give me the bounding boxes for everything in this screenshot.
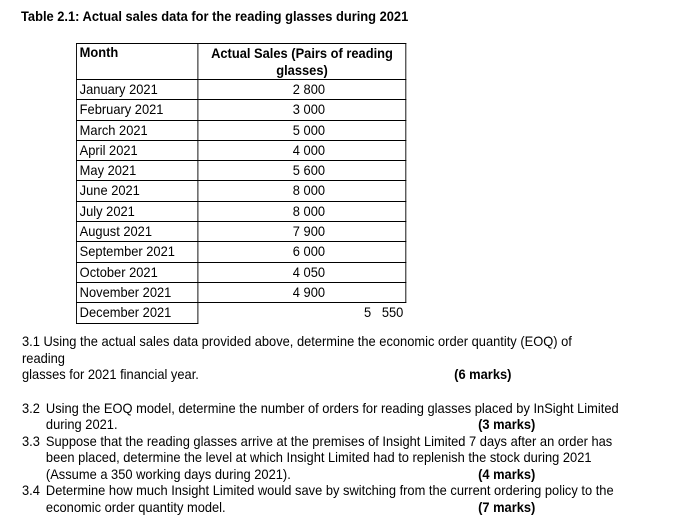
sales-cell: 7 900 bbox=[198, 222, 406, 242]
sales-cell: 3 000 bbox=[198, 100, 406, 120]
sales-cell: 5 550 bbox=[363, 304, 404, 321]
table-row bbox=[76, 80, 406, 100]
marks-label: (7 marks) bbox=[478, 498, 536, 515]
question-line: been placed, determine the level at which Insight Limited had to replenish the stock during 2021 bbox=[45, 449, 592, 465]
month-cell: June 2021 bbox=[76, 181, 197, 201]
month-cell: November 2021 bbox=[76, 282, 197, 302]
question-3-4 bbox=[22, 482, 635, 515]
month-cell: February 2021 bbox=[76, 100, 197, 120]
question-number: 3.3 bbox=[22, 432, 40, 449]
table-title: Table 2.1: Actual sales data for the reading glasses during 2021 bbox=[21, 8, 409, 24]
marks-label: (3 marks) bbox=[478, 416, 536, 432]
question-line: Suppose that the reading glasses arrive at the premises of Insight Limited 7 days after an order has bbox=[45, 432, 613, 449]
question-3-1 bbox=[22, 333, 611, 383]
month-cell: March 2021 bbox=[76, 120, 197, 140]
question-number: 3.2 bbox=[22, 399, 40, 416]
sales-cell: 8 000 bbox=[198, 181, 406, 201]
question-line: (Assume a 350 working days during 2021). bbox=[45, 465, 291, 482]
table-row bbox=[76, 262, 406, 282]
month-cell: September 2021 bbox=[76, 242, 197, 262]
sales-table bbox=[76, 43, 407, 324]
question-line: glasses for 2021 financial year. bbox=[22, 366, 199, 382]
month-cell: April 2021 bbox=[76, 140, 197, 160]
sales-cell: 5 000 bbox=[198, 120, 406, 140]
month-cell: May 2021 bbox=[76, 161, 197, 181]
month-cell: July 2021 bbox=[76, 201, 197, 221]
table-row bbox=[76, 222, 406, 242]
table-row bbox=[76, 282, 406, 302]
sales-cell: 6 000 bbox=[198, 242, 406, 262]
month-cell: December 2021 bbox=[76, 303, 197, 323]
table-row bbox=[76, 140, 406, 160]
table-row bbox=[76, 303, 406, 323]
question-line: during 2021. bbox=[45, 416, 118, 432]
table-row bbox=[76, 161, 406, 181]
question-number: 3.4 bbox=[22, 482, 40, 498]
question-3-2 bbox=[22, 400, 635, 433]
sales-cell: 4 000 bbox=[198, 140, 406, 160]
sales-cell: 8 000 bbox=[198, 201, 406, 221]
sales-cell: 2 800 bbox=[198, 80, 406, 100]
month-cell: January 2021 bbox=[76, 80, 197, 100]
question-3-3 bbox=[22, 433, 635, 483]
question-line: Using the EOQ model, determine the number of orders for reading glasses placed by InSight Limited bbox=[45, 399, 619, 416]
questions-section bbox=[22, 333, 620, 515]
question-line: economic order quantity model. bbox=[45, 498, 226, 515]
sales-cell: 4 050 bbox=[198, 262, 406, 282]
table-row bbox=[76, 100, 406, 120]
table-row bbox=[76, 120, 406, 140]
question-line: Determine how much Insight Limited would save by switching from the current ordering policy to the bbox=[45, 482, 614, 498]
marks-label: (4 marks) bbox=[478, 465, 536, 482]
question-line: 3.1 Using the actual sales data provided above, determine the economic order quantity (EOQ) of reading bbox=[22, 333, 572, 366]
table-row bbox=[76, 201, 406, 221]
month-cell: October 2021 bbox=[76, 262, 197, 282]
table-header-row bbox=[76, 44, 406, 80]
sales-cell: 5 600 bbox=[198, 161, 406, 181]
month-cell: August 2021 bbox=[76, 222, 197, 242]
sales-cell: 4 900 bbox=[198, 282, 406, 302]
header-actual-sales: Actual Sales (Pairs of reading glasses) bbox=[198, 44, 406, 80]
header-month: Month bbox=[76, 44, 197, 80]
table-row bbox=[76, 181, 406, 201]
table-row bbox=[76, 242, 406, 262]
marks-label: (6 marks) bbox=[454, 366, 512, 382]
